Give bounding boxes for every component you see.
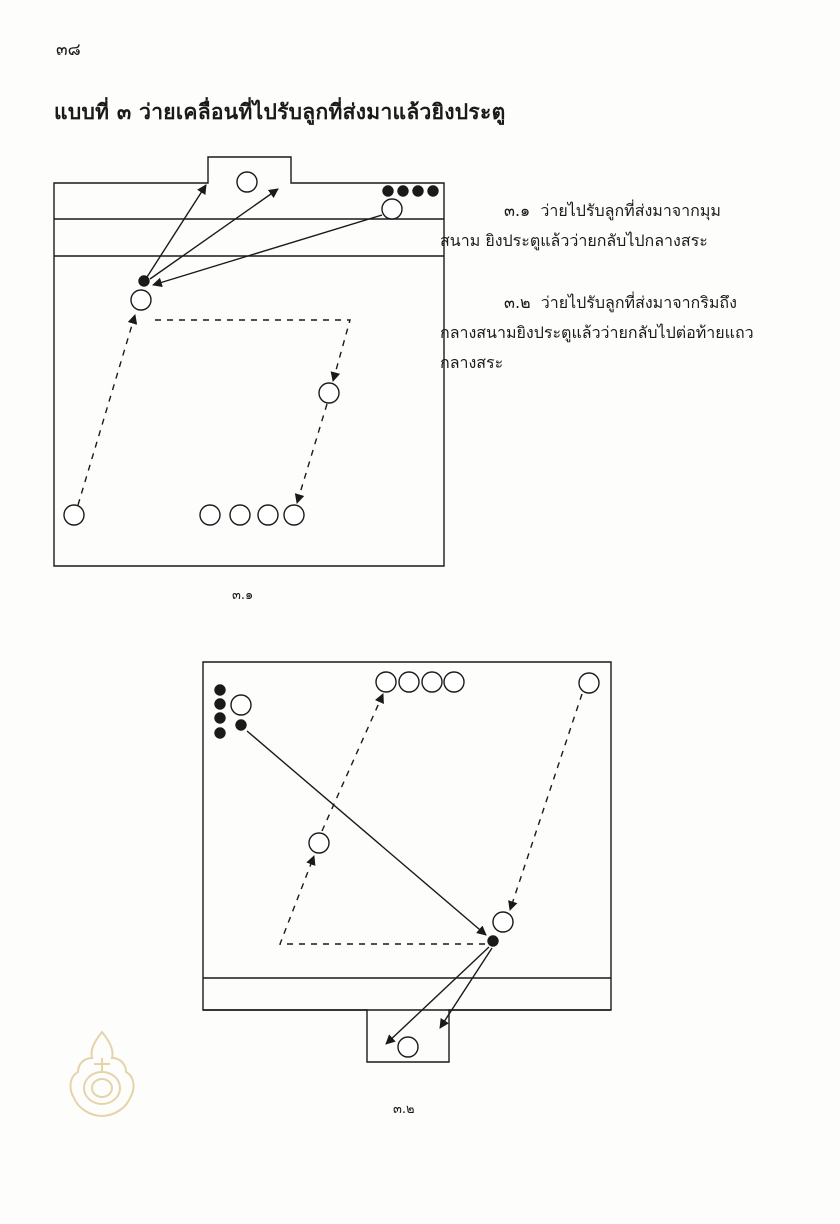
ball [398, 186, 408, 196]
ball [215, 713, 225, 723]
swim-path [78, 315, 135, 505]
receiver-player [131, 290, 151, 310]
pass-arrow [153, 215, 382, 285]
page-title: แบบที่ ๓ ว่ายเคลื่อนที่ไปรับลูกที่ส่งมาแล้วยิงประตู [54, 100, 506, 124]
ball [215, 699, 225, 709]
page-number: ๓๘ [56, 40, 81, 60]
player [579, 673, 599, 693]
ball [488, 936, 498, 946]
ball [139, 276, 149, 286]
player [284, 505, 304, 525]
shot-arrow [440, 948, 492, 1028]
swim-path [280, 856, 485, 944]
receiver-player [493, 912, 513, 932]
ball [236, 720, 246, 730]
passer-player [231, 695, 251, 715]
paragraph-label: ๓.๒ [504, 293, 531, 312]
swim-path [322, 694, 383, 831]
pool-outline [203, 662, 611, 1062]
player [444, 672, 464, 692]
swim-path [297, 404, 327, 503]
ball [215, 728, 225, 738]
paragraph-text: ว่ายไปรับลูกที่ส่งมาจากมุมสนาม ยิงประตูแล้วว่ายกลับไปกลางสระ [440, 201, 721, 250]
player [258, 505, 278, 525]
swim-path [510, 694, 582, 910]
player [230, 505, 250, 525]
swim-path [155, 320, 350, 381]
player [422, 672, 442, 692]
figure-caption: ๓.๑ [232, 588, 254, 603]
ball [413, 186, 423, 196]
emblem-seal-icon [64, 1028, 140, 1120]
ball [428, 186, 438, 196]
player [200, 505, 220, 525]
shot-arrow [386, 947, 489, 1044]
pass-arrow [247, 731, 486, 935]
player [64, 505, 84, 525]
figure-caption: ๓.๒ [393, 1102, 415, 1117]
paragraph-text: ว่ายไปรับลูกที่ส่งมาจากริมถึงกลางสนามยิงประตูแล้วว่ายกลับไปต่อท้ายแถวกลางสระ [440, 293, 754, 372]
player [399, 672, 419, 692]
goalkeeper-player [237, 172, 257, 192]
player [319, 383, 339, 403]
player [376, 672, 396, 692]
ball [383, 186, 393, 196]
paragraph-label: ๓.๑ [504, 201, 531, 220]
shot-arrow [147, 185, 206, 277]
shot-arrow [150, 189, 278, 279]
passer-player [382, 199, 402, 219]
goalkeeper-player [398, 1037, 418, 1057]
figure-3-1 [54, 157, 444, 566]
ball [215, 685, 225, 695]
figure-3-2 [203, 662, 611, 1062]
player [309, 833, 329, 853]
